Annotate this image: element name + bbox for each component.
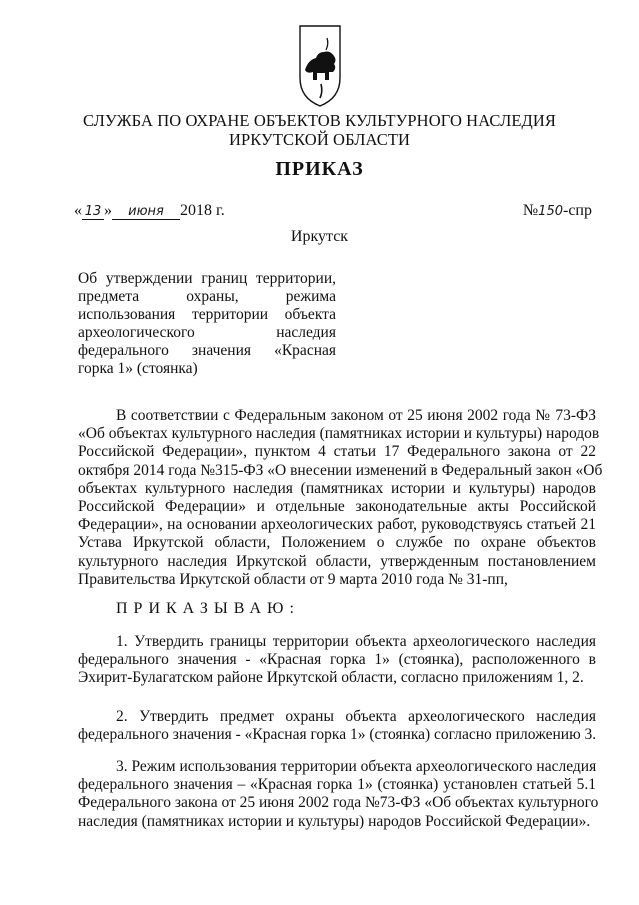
order-date (74, 202, 225, 220)
item-line: наследия (памятниках истории и культуры) народов Российской Федерации». (78, 812, 591, 830)
preamble-paragraph (78, 407, 603, 589)
preamble-line: Устава Иркутской области, Положением о службе по охране объектов (78, 534, 596, 552)
subject-line: федерального значения «Красная (78, 342, 336, 359)
item-line: Эхирит-Булагатском районе Иркутской области, согласно приложениям 1, 2. (78, 669, 584, 687)
preamble-line: культурного наследия Иркутской области, утвержденным постановлением (78, 552, 596, 570)
org-name-line2: ИРКУТСКОЙ ОБЛАСТИ (228, 130, 411, 149)
preamble-line: Правительства Иркутской области от 9 марта 2010 года № 31-пп, (78, 570, 508, 588)
org-name-line1: СЛУЖБА ПО ОХРАНЕ ОБЪЕКТОВ КУЛЬТУРНОГО НАСЛЕДИЯ (82, 111, 557, 130)
order-item-1 (78, 633, 596, 688)
date-year: 2018 г. (180, 202, 225, 219)
item-line: федерального значения - «Красная горка 1» (стоянка) согласно приложению 3. (78, 726, 597, 744)
order-subject (78, 270, 336, 378)
preamble-line: Российской Федерации», пунктом 4 статьи 17 Федерального закона от 22 (78, 443, 596, 461)
preamble-line: объектах культурного наследия (памятниках истории и культуры) народов (78, 479, 596, 497)
date-day: 13 (82, 204, 104, 220)
document-title: ПРИКАЗ (275, 158, 364, 180)
subject-line: предмета охраны, режима (78, 288, 336, 305)
item-line: Федерального закона от 25 июня 2002 года №73-ФЗ «Об объектах культурного (78, 794, 599, 812)
preamble-line: «Об объектах культурного наследия (памятниках истории и культуры) народов (78, 425, 600, 443)
number-sign: № (522, 202, 539, 219)
preamble-line: Российской Федерации» и отдельные законодательные акты Российской (78, 498, 596, 516)
preamble-line: октября 2014 года №315-ФЗ «О внесении изменений в Федеральный закон «Об (78, 461, 603, 479)
order-item-2 (78, 708, 596, 744)
issue-city: Иркутск (290, 228, 349, 245)
subject-line: использования территории объекта (78, 306, 336, 323)
date-quote-close: » (104, 202, 112, 219)
preamble-line: Федерации», на основании археологических работ, руководствуясь статьей 21 (78, 516, 596, 534)
item-line: 1. Утвердить границы территории объекта археологического наследия (116, 633, 596, 650)
item-line: 3. Режим использования территории объекта археологического наследия (116, 758, 597, 775)
preamble-line: В соответствии с Федеральным законом от 25 июня 2002 года № 73-ФЗ (116, 407, 596, 424)
date-quote-open: « (74, 202, 82, 219)
subject-line: горка 1» (стоянка) (78, 360, 198, 377)
subject-line: археологического наследия (78, 324, 336, 341)
number-value: 150 (538, 204, 563, 219)
subject-line: Об утверждении границ территории, (78, 270, 336, 287)
order-number (523, 202, 592, 220)
order-word: ПРИКАЗЫВАЮ: (116, 600, 300, 617)
date-month: июня (112, 204, 180, 220)
number-suffix: -спр (563, 202, 592, 219)
order-item-3 (78, 758, 599, 831)
item-line: 2. Утвердить предмет охраны объекта археологического наследия (116, 708, 596, 725)
irkutsk-coat-of-arms-icon (296, 22, 344, 108)
item-line: федерального значения - «Красная горка 1» (стоянка), расположенного в (78, 651, 596, 669)
item-line: федерального значения – «Красная горка 1» (стоянка) установлен статьей 5.1 (78, 776, 596, 794)
